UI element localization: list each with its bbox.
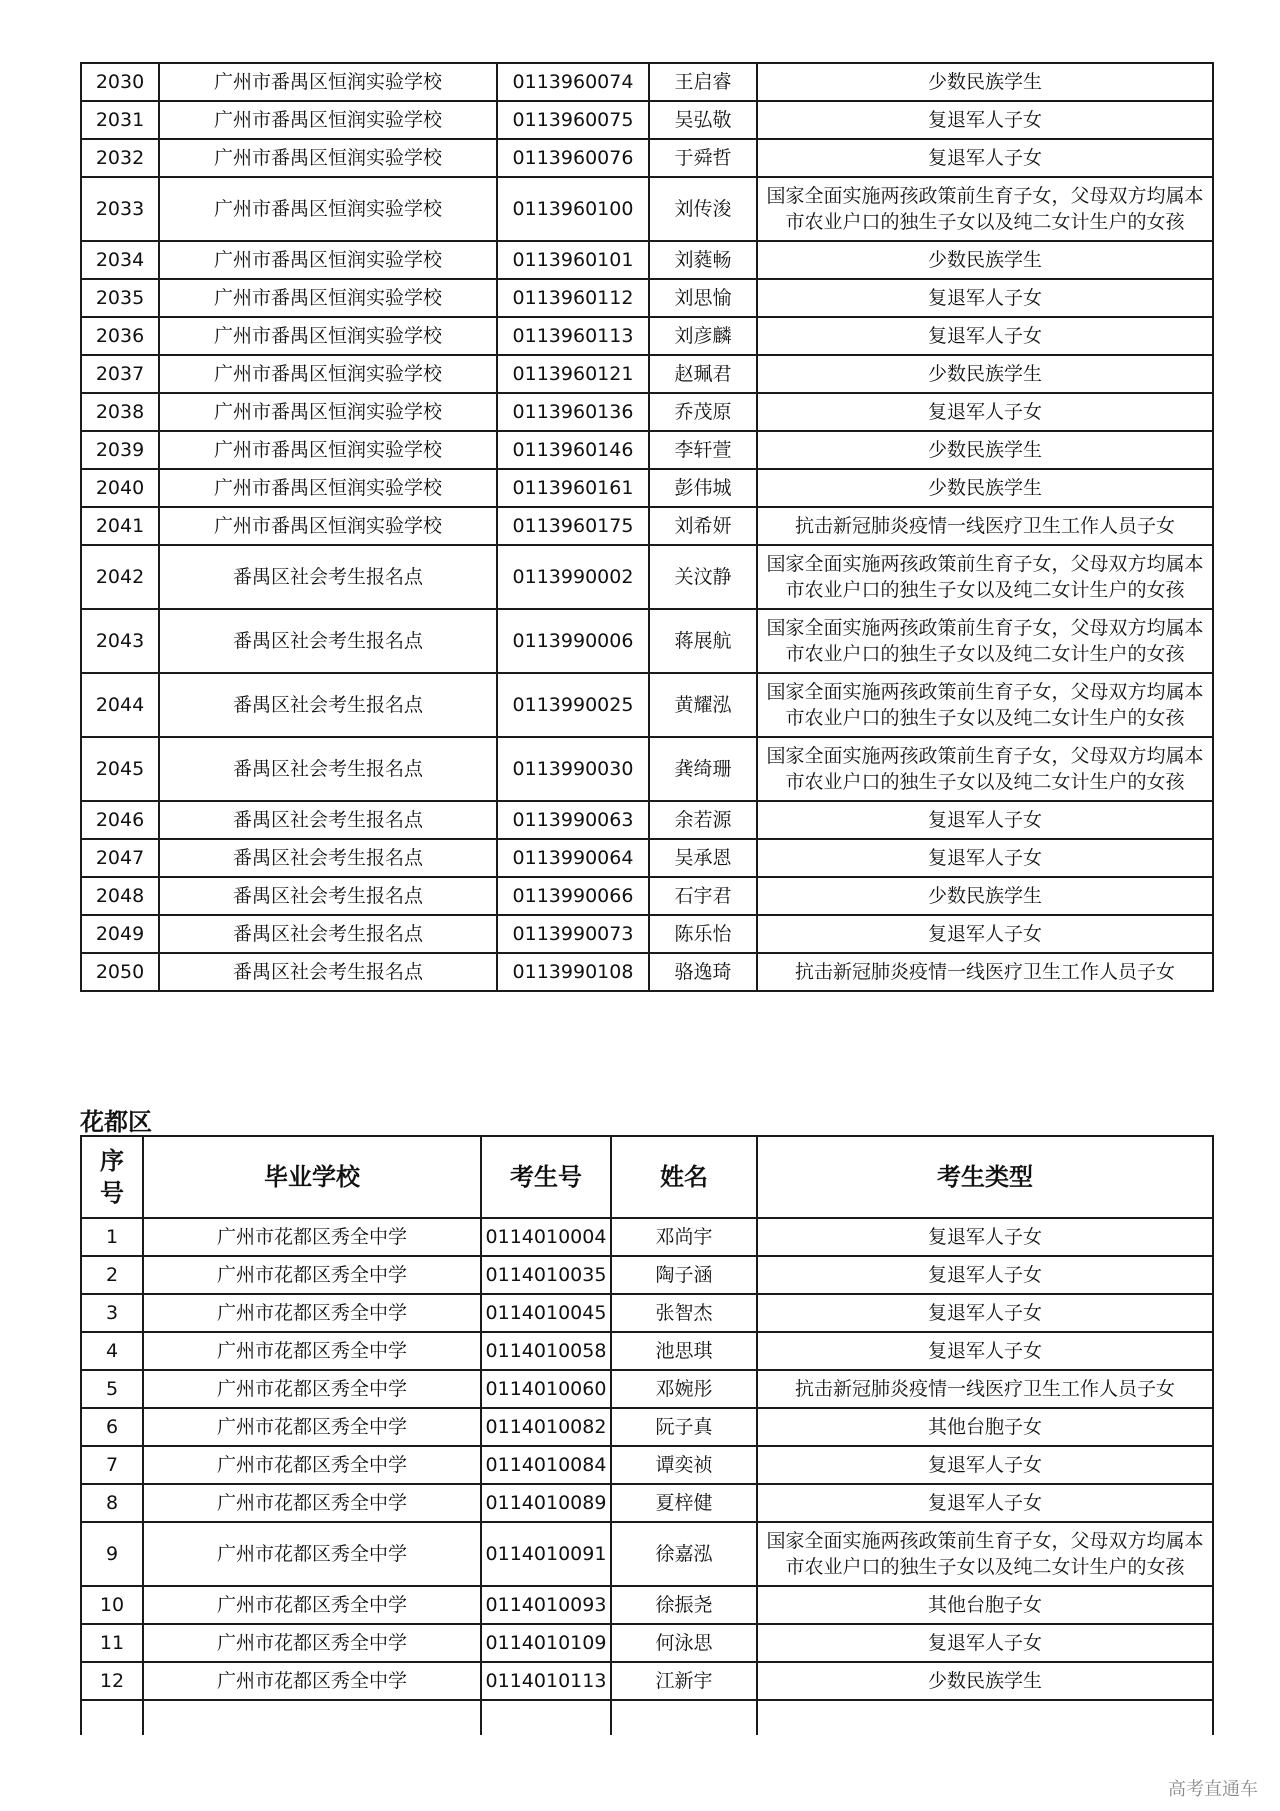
cell-seq: 2044 <box>81 673 159 737</box>
cell-seq: 2047 <box>81 839 159 877</box>
cell-id: 0114010004 <box>481 1218 611 1256</box>
cell-id: 0114010084 <box>481 1446 611 1484</box>
cell-type: 少数民族学生 <box>757 355 1213 393</box>
cell-id: 0114010093 <box>481 1586 611 1624</box>
cell-school: 广州市花都区秀全中学 <box>143 1662 481 1700</box>
cell-seq: 12 <box>81 1662 143 1700</box>
cell-school: 广州市花都区秀全中学 <box>143 1370 481 1408</box>
table-row-empty <box>81 1700 1213 1735</box>
table-row <box>81 469 1213 507</box>
cell-name: 石宇君 <box>649 877 757 915</box>
section-title-huadu: 花都区 <box>80 1108 152 1136</box>
cell-id: 0114010109 <box>481 1624 611 1662</box>
cell-type: 复退军人子女 <box>757 1446 1213 1484</box>
table-row <box>81 1408 1213 1446</box>
cell-id: 0113960146 <box>497 431 649 469</box>
cell-type: 少数民族学生 <box>757 469 1213 507</box>
cell-id: 0113960101 <box>497 241 649 279</box>
cell-seq: 6 <box>81 1408 143 1446</box>
cell-type: 复退军人子女 <box>757 1218 1213 1256</box>
cell-name: 何泳思 <box>611 1624 757 1662</box>
cell-school: 广州市番禺区恒润实验学校 <box>159 279 497 317</box>
cell-school: 广州市花都区秀全中学 <box>143 1408 481 1446</box>
cell-school: 番禺区社会考生报名点 <box>159 609 497 673</box>
table-row <box>81 801 1213 839</box>
cell-id: 0114010091 <box>481 1522 611 1586</box>
cell-id: 0114010058 <box>481 1332 611 1370</box>
cell-name: 关汶静 <box>649 545 757 609</box>
cell-name: 刘彦麟 <box>649 317 757 355</box>
cell-school: 番禺区社会考生报名点 <box>159 545 497 609</box>
cell-school: 广州市花都区秀全中学 <box>143 1256 481 1294</box>
cell-seq: 2043 <box>81 609 159 673</box>
cell-school: 广州市番禺区恒润实验学校 <box>159 241 497 279</box>
cell-seq: 7 <box>81 1446 143 1484</box>
cell-seq: 2042 <box>81 545 159 609</box>
table-row <box>81 915 1213 953</box>
cell-school: 广州市花都区秀全中学 <box>143 1624 481 1662</box>
cell-type: 少数民族学生 <box>757 1662 1213 1700</box>
cell-type: 复退军人子女 <box>757 1294 1213 1332</box>
cell-name: 江新宇 <box>611 1662 757 1700</box>
table-row <box>81 1484 1213 1522</box>
cell-school: 广州市番禺区恒润实验学校 <box>159 63 497 101</box>
cell-id: 0114010045 <box>481 1294 611 1332</box>
cell-empty <box>611 1700 757 1735</box>
table-huadu <box>80 1135 1214 1735</box>
cell-seq: 3 <box>81 1294 143 1332</box>
cell-seq: 2046 <box>81 801 159 839</box>
cell-type: 复退军人子女 <box>757 1332 1213 1370</box>
cell-id: 0113990108 <box>497 953 649 991</box>
cell-id: 0114010060 <box>481 1370 611 1408</box>
table-row <box>81 507 1213 545</box>
cell-name: 刘思愉 <box>649 279 757 317</box>
cell-seq: 2 <box>81 1256 143 1294</box>
table-row <box>81 279 1213 317</box>
cell-seq: 11 <box>81 1624 143 1662</box>
cell-empty <box>143 1700 481 1735</box>
cell-seq: 2031 <box>81 101 159 139</box>
cell-seq: 2038 <box>81 393 159 431</box>
cell-type: 复退军人子女 <box>757 139 1213 177</box>
cell-school: 广州市番禺区恒润实验学校 <box>159 139 497 177</box>
cell-school: 番禺区社会考生报名点 <box>159 801 497 839</box>
cell-name: 刘希妍 <box>649 507 757 545</box>
cell-type: 国家全面实施两孩政策前生育子女，父母双方均属本市农业户口的独生子女以及纯二女计生户的女孩 <box>757 1522 1213 1586</box>
watermark: 高考直通车 <box>1168 1779 1258 1800</box>
cell-school: 广州市番禺区恒润实验学校 <box>159 393 497 431</box>
cell-name: 夏梓健 <box>611 1484 757 1522</box>
cell-type: 国家全面实施两孩政策前生育子女，父母双方均属本市农业户口的独生子女以及纯二女计生户的女孩 <box>757 545 1213 609</box>
cell-seq: 10 <box>81 1586 143 1624</box>
cell-school: 广州市花都区秀全中学 <box>143 1332 481 1370</box>
cell-seq: 9 <box>81 1522 143 1586</box>
cell-id: 0113960074 <box>497 63 649 101</box>
cell-name: 龚绮珊 <box>649 737 757 801</box>
cell-id: 0113990025 <box>497 673 649 737</box>
cell-seq: 2036 <box>81 317 159 355</box>
cell-type: 国家全面实施两孩政策前生育子女，父母双方均属本市农业户口的独生子女以及纯二女计生户的女孩 <box>757 737 1213 801</box>
table-row <box>81 673 1213 737</box>
cell-id: 0114010113 <box>481 1662 611 1700</box>
cell-seq: 4 <box>81 1332 143 1370</box>
cell-type: 抗击新冠肺炎疫情一线医疗卫生工作人员子女 <box>757 1370 1213 1408</box>
cell-name: 赵珮君 <box>649 355 757 393</box>
table-row <box>81 241 1213 279</box>
cell-seq: 2037 <box>81 355 159 393</box>
cell-school: 番禺区社会考生报名点 <box>159 737 497 801</box>
cell-seq: 1 <box>81 1218 143 1256</box>
cell-id: 0114010035 <box>481 1256 611 1294</box>
cell-type: 抗击新冠肺炎疫情一线医疗卫生工作人员子女 <box>757 507 1213 545</box>
cell-type: 复退军人子女 <box>757 101 1213 139</box>
cell-id: 0113990030 <box>497 737 649 801</box>
cell-school: 广州市花都区秀全中学 <box>143 1522 481 1586</box>
table-row <box>81 953 1213 991</box>
cell-school: 广州市花都区秀全中学 <box>143 1294 481 1332</box>
cell-type: 复退军人子女 <box>757 839 1213 877</box>
cell-name: 张智杰 <box>611 1294 757 1332</box>
cell-type: 复退军人子女 <box>757 1624 1213 1662</box>
cell-seq: 2048 <box>81 877 159 915</box>
cell-name: 刘传浚 <box>649 177 757 241</box>
cell-school: 番禺区社会考生报名点 <box>159 839 497 877</box>
cell-name: 池思琪 <box>611 1332 757 1370</box>
cell-id: 0113960136 <box>497 393 649 431</box>
table-row <box>81 355 1213 393</box>
cell-id: 0113960076 <box>497 139 649 177</box>
cell-type: 复退军人子女 <box>757 915 1213 953</box>
cell-name: 吴弘敬 <box>649 101 757 139</box>
cell-id: 0113990064 <box>497 839 649 877</box>
table-row <box>81 139 1213 177</box>
table-panyu <box>80 62 1214 992</box>
cell-seq: 2041 <box>81 507 159 545</box>
cell-name: 邓婉彤 <box>611 1370 757 1408</box>
cell-name: 于舜哲 <box>649 139 757 177</box>
cell-name: 彭伟城 <box>649 469 757 507</box>
cell-seq: 5 <box>81 1370 143 1408</box>
cell-seq: 2032 <box>81 139 159 177</box>
cell-id: 0113990002 <box>497 545 649 609</box>
table-row <box>81 1256 1213 1294</box>
cell-type: 国家全面实施两孩政策前生育子女，父母双方均属本市农业户口的独生子女以及纯二女计生户的女孩 <box>757 609 1213 673</box>
table-row <box>81 1522 1213 1586</box>
cell-type: 其他台胞子女 <box>757 1408 1213 1446</box>
cell-school: 广州市番禺区恒润实验学校 <box>159 469 497 507</box>
cell-seq: 2030 <box>81 63 159 101</box>
table-header-row <box>81 1136 1213 1218</box>
cell-seq: 2034 <box>81 241 159 279</box>
cell-seq: 2035 <box>81 279 159 317</box>
cell-type: 国家全面实施两孩政策前生育子女，父母双方均属本市农业户口的独生子女以及纯二女计生户的女孩 <box>757 673 1213 737</box>
cell-name: 谭奕祯 <box>611 1446 757 1484</box>
header-id: 考生号 <box>481 1136 611 1218</box>
cell-id: 0113960121 <box>497 355 649 393</box>
table-row <box>81 1446 1213 1484</box>
cell-name: 黄耀泓 <box>649 673 757 737</box>
cell-empty <box>757 1700 1213 1735</box>
table-row <box>81 1294 1213 1332</box>
cell-seq: 2039 <box>81 431 159 469</box>
cell-name: 王启睿 <box>649 63 757 101</box>
cell-name: 骆逸琦 <box>649 953 757 991</box>
cell-id: 0113990066 <box>497 877 649 915</box>
table-row <box>81 545 1213 609</box>
cell-seq: 8 <box>81 1484 143 1522</box>
table-row <box>81 1662 1213 1700</box>
cell-id: 0113960112 <box>497 279 649 317</box>
cell-school: 广州市番禺区恒润实验学校 <box>159 355 497 393</box>
cell-type: 复退军人子女 <box>757 1256 1213 1294</box>
cell-school: 广州市花都区秀全中学 <box>143 1586 481 1624</box>
table-row <box>81 317 1213 355</box>
table-row <box>81 1332 1213 1370</box>
cell-seq: 2033 <box>81 177 159 241</box>
cell-seq: 2049 <box>81 915 159 953</box>
cell-empty <box>481 1700 611 1735</box>
cell-name: 余若源 <box>649 801 757 839</box>
cell-empty <box>81 1700 143 1735</box>
cell-school: 广州市番禺区恒润实验学校 <box>159 507 497 545</box>
table-row <box>81 1586 1213 1624</box>
cell-type: 复退军人子女 <box>757 279 1213 317</box>
cell-school: 广州市番禺区恒润实验学校 <box>159 101 497 139</box>
header-name: 姓名 <box>611 1136 757 1218</box>
cell-school: 广州市番禺区恒润实验学校 <box>159 317 497 355</box>
cell-school: 番禺区社会考生报名点 <box>159 953 497 991</box>
cell-id: 0114010082 <box>481 1408 611 1446</box>
table-row <box>81 63 1213 101</box>
cell-seq: 2040 <box>81 469 159 507</box>
table-row <box>81 877 1213 915</box>
cell-school: 广州市番禺区恒润实验学校 <box>159 177 497 241</box>
table-row <box>81 1218 1213 1256</box>
cell-id: 0114010089 <box>481 1484 611 1522</box>
table-row <box>81 431 1213 469</box>
cell-type: 复退军人子女 <box>757 317 1213 355</box>
table-row <box>81 1370 1213 1408</box>
cell-type: 复退军人子女 <box>757 393 1213 431</box>
cell-type: 少数民族学生 <box>757 431 1213 469</box>
cell-name: 陈乐怡 <box>649 915 757 953</box>
cell-seq: 2050 <box>81 953 159 991</box>
header-seq: 序号 <box>81 1136 143 1218</box>
cell-id: 0113990073 <box>497 915 649 953</box>
cell-type: 国家全面实施两孩政策前生育子女，父母双方均属本市农业户口的独生子女以及纯二女计生户的女孩 <box>757 177 1213 241</box>
cell-name: 刘蕤畅 <box>649 241 757 279</box>
cell-type: 复退军人子女 <box>757 1484 1213 1522</box>
cell-type: 抗击新冠肺炎疫情一线医疗卫生工作人员子女 <box>757 953 1213 991</box>
cell-name: 乔茂原 <box>649 393 757 431</box>
cell-name: 陶子涵 <box>611 1256 757 1294</box>
cell-type: 其他台胞子女 <box>757 1586 1213 1624</box>
cell-type: 复退军人子女 <box>757 801 1213 839</box>
table-row <box>81 393 1213 431</box>
cell-school: 广州市花都区秀全中学 <box>143 1446 481 1484</box>
cell-name: 徐振尧 <box>611 1586 757 1624</box>
header-school: 毕业学校 <box>143 1136 481 1218</box>
cell-id: 0113990063 <box>497 801 649 839</box>
cell-name: 蒋展航 <box>649 609 757 673</box>
cell-name: 邓尚宇 <box>611 1218 757 1256</box>
cell-id: 0113960175 <box>497 507 649 545</box>
cell-name: 吴承恩 <box>649 839 757 877</box>
cell-id: 0113960075 <box>497 101 649 139</box>
table-row <box>81 101 1213 139</box>
cell-name: 阮子真 <box>611 1408 757 1446</box>
cell-school: 番禺区社会考生报名点 <box>159 915 497 953</box>
cell-id: 0113960161 <box>497 469 649 507</box>
cell-seq: 2045 <box>81 737 159 801</box>
cell-id: 0113990006 <box>497 609 649 673</box>
table-row <box>81 177 1213 241</box>
cell-id: 0113960113 <box>497 317 649 355</box>
header-type: 考生类型 <box>757 1136 1213 1218</box>
table-row <box>81 737 1213 801</box>
cell-id: 0113960100 <box>497 177 649 241</box>
cell-type: 少数民族学生 <box>757 241 1213 279</box>
cell-school: 番禺区社会考生报名点 <box>159 877 497 915</box>
cell-school: 番禺区社会考生报名点 <box>159 673 497 737</box>
cell-school: 广州市番禺区恒润实验学校 <box>159 431 497 469</box>
cell-school: 广州市花都区秀全中学 <box>143 1218 481 1256</box>
cell-school: 广州市花都区秀全中学 <box>143 1484 481 1522</box>
cell-type: 少数民族学生 <box>757 877 1213 915</box>
cell-type: 少数民族学生 <box>757 63 1213 101</box>
table-row <box>81 609 1213 673</box>
cell-name: 李轩萱 <box>649 431 757 469</box>
table-row <box>81 839 1213 877</box>
cell-name: 徐嘉泓 <box>611 1522 757 1586</box>
table-row <box>81 1624 1213 1662</box>
